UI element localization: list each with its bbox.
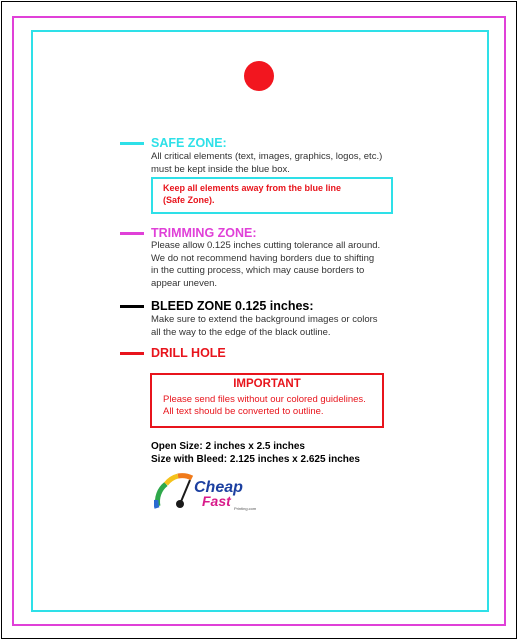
- logo-word-printing: Printing.com: [234, 506, 257, 511]
- safe-zone-line: All critical elements (text, images, graphics, logos, etc.): [151, 151, 383, 162]
- logo-word-cheap: Cheap: [194, 479, 243, 496]
- important-title: IMPORTANT: [233, 378, 301, 390]
- safe-zone-note-line: (Safe Zone).: [163, 195, 215, 205]
- bleed-zone-text: [151, 314, 378, 339]
- bleed-zone-swatch: [120, 305, 144, 308]
- trimming-zone-text: [151, 240, 380, 290]
- bleed-zone-line: all the way to the edge of the black outline.: [151, 326, 331, 338]
- important-line: Please send files without our colored guidelines.: [163, 394, 366, 405]
- trimming-zone-line: We do not recommend having borders due to shifting: [151, 252, 375, 264]
- drill-hole-heading: DRILL HOLE: [151, 346, 226, 360]
- safe-zone-text: [151, 151, 382, 176]
- trimming-zone-line: in the cutting process, which may cause borders to: [151, 265, 365, 276]
- bleed-zone-line: Make sure to extend the background images or colors: [151, 314, 378, 325]
- cheap-fast-printing-logo: [154, 466, 264, 516]
- trimming-zone-line: appear uneven.: [151, 277, 218, 289]
- open-size-text: Open Size: 2 inches x 2.5 inches: [151, 441, 305, 452]
- drill-hole-marker: [244, 61, 274, 91]
- logo-word-fast: Fast: [202, 493, 231, 509]
- safe-zone-note-line: Keep all elements away from the blue line: [163, 183, 342, 193]
- safe-zone-heading: SAFE ZONE:: [151, 136, 227, 150]
- safe-zone-swatch: [120, 142, 144, 145]
- trimming-zone-swatch: [120, 232, 144, 235]
- important-notice: [150, 373, 384, 428]
- bleed-size-text: Size with Bleed: 2.125 inches x 2.625 inches: [151, 454, 360, 465]
- trimming-zone-line: Please allow 0.125 inches cutting tolerance all around.: [151, 240, 381, 251]
- trimming-zone-heading: TRIMMING ZONE:: [151, 226, 257, 240]
- important-line: All text should be converted to outline.: [163, 406, 324, 417]
- safe-zone-line: must be kept inside the blue box.: [151, 163, 290, 175]
- drill-hole-swatch: [120, 352, 144, 355]
- safe-zone-note: [151, 177, 393, 214]
- bleed-zone-heading: BLEED ZONE 0.125 inches:: [151, 299, 314, 313]
